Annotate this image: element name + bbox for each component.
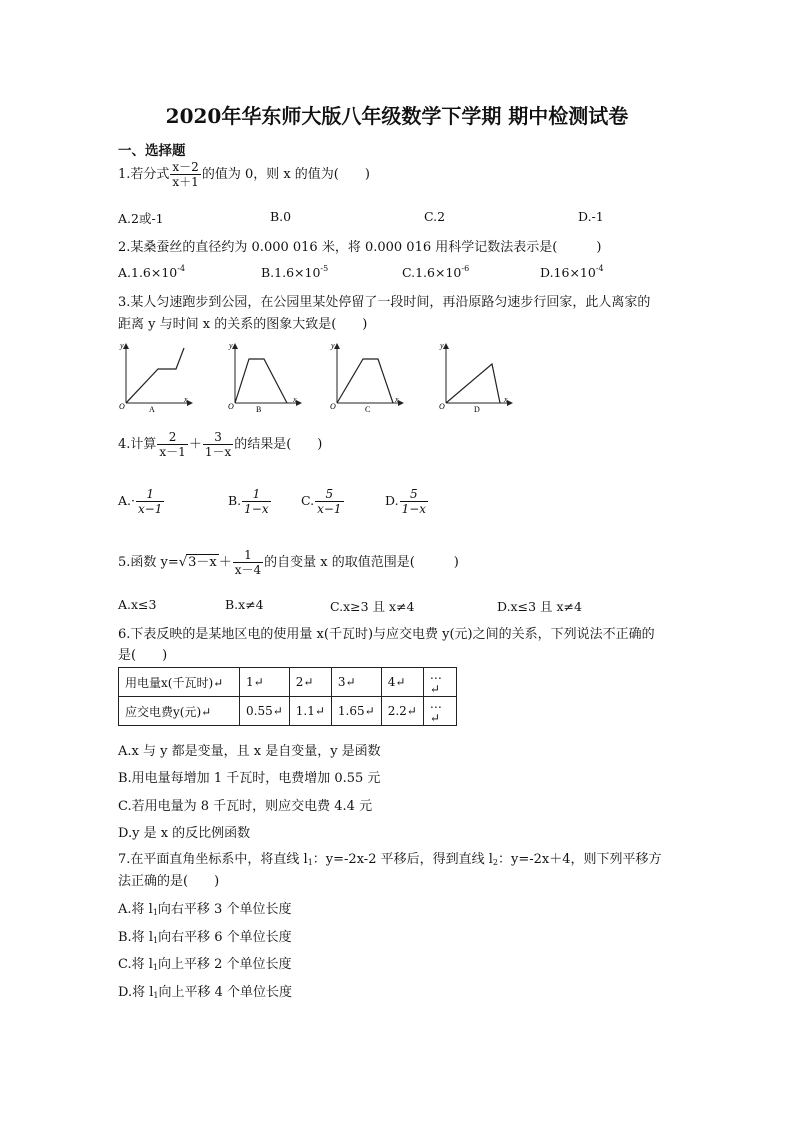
q1-fraction <box>170 160 200 189</box>
table-cell: 1↵ <box>240 668 290 697</box>
q7-option-d: D.将 $l_1$向上平移 4 个单位长度 <box>118 985 293 1000</box>
table-cell: 0.55↵ <box>240 697 290 726</box>
question-6-line2: 是( ) <box>118 648 168 663</box>
graph-d-origin: O <box>439 402 445 411</box>
q3-graphs <box>112 338 522 418</box>
table-cell: …↵ <box>423 668 456 697</box>
q4-fraction-1: $\frac{2}{x-1}$ <box>159 430 186 459</box>
graph-d-x-label: x <box>504 395 508 404</box>
question-4-stem: 4.计算 $\frac{2}{x-1}$ ＋ $\frac{3}{1-x}$ 的结果是( ) <box>118 430 323 459</box>
q1-numerator: x－2 <box>172 160 199 174</box>
q6-option-b: B.用电量每增加 1 千瓦时，电费增加 0.55 元 <box>118 771 381 786</box>
q6-option-a: A.x 与 y 都是变量，且 x 是自变量，y 是函数 <box>118 744 381 759</box>
graph-a-x-label: x <box>184 395 188 404</box>
q5-option-c: C.x≥3 且 x≠4 <box>330 599 415 614</box>
q4-option-d: D. $\frac{5}{1-x}$ <box>385 487 427 516</box>
q7-option-c: C.将 $l_1$向上平移 2 个单位长度 <box>118 957 292 972</box>
graph-a-label: A <box>149 405 155 414</box>
q4-option-b: B. $\frac{1}{1-x}$ <box>228 487 269 516</box>
q4-fraction-2: $\frac{3}{1-x}$ <box>204 430 232 459</box>
graph-c-origin: O <box>330 402 336 411</box>
table-cell: …↵ <box>423 697 456 726</box>
graph-d <box>439 341 510 414</box>
section-heading: 一、选择题 <box>118 143 186 159</box>
q1-option-a: A.2或-1 <box>118 211 164 226</box>
question-2-stem: 2.某桑蚕丝的直径约为 0.000 016 米，将 0.000 016 用科学记数法表示是( ) <box>118 240 602 255</box>
q5-option-d: D.x≤3 且 x≠4 <box>497 599 582 614</box>
graph-b-label: B <box>256 405 262 414</box>
table-cell: 应交电费y(元)↵ <box>119 697 240 726</box>
table-cell: 3↵ <box>331 668 381 697</box>
q1-option-d: D.-1 <box>578 209 604 224</box>
table-cell: 1.1↵ <box>289 697 331 726</box>
table-cell: 2.2↵ <box>381 697 423 726</box>
graph-a-origin: O <box>119 402 125 411</box>
question-7-line1: 7.在平面直角坐标系中，将直线 $l_1$：y=-2x-2 平移后，得到直线 $l_2$：y=-2x＋4，则下列平移方 <box>118 852 662 867</box>
graph-b-x-label: x <box>293 395 297 404</box>
q5-radical: 3－x <box>188 555 217 570</box>
page-title: 2020年华东师大版八年级数学下学期 期中检测试卷 <box>165 104 629 128</box>
question-7-line2: 法正确的是( ) <box>118 874 220 889</box>
q6-table <box>118 667 457 726</box>
graph-c <box>330 341 401 414</box>
q5-option-b: B.x≠4 <box>225 597 264 612</box>
graph-b-origin: O <box>228 402 234 411</box>
q2-option-c: $C.1.6\times 10^{-6}$ <box>402 264 470 280</box>
q2-option-a: $A.1.6\times 10^{-4}$ <box>118 264 186 280</box>
table-cell: 1.65↵ <box>331 697 381 726</box>
graph-c-x-label: x <box>395 395 399 404</box>
q5-option-a: A.x≤3 <box>118 597 157 612</box>
graph-a-y-label: y <box>120 341 124 350</box>
q6-option-c: C.若用电量为 8 千瓦时，则应交电费 4.4 元 <box>118 799 373 814</box>
q1-denominator: x＋1 <box>172 175 199 189</box>
graph-d-y-label: y <box>440 341 444 350</box>
graph-c-label: C <box>365 405 371 414</box>
table-cell: 2↵ <box>289 668 331 697</box>
q4-option-a: A.· $\frac{1}{x-1}$ <box>118 487 163 516</box>
question-5-stem: 5.函数 y=√3－x ＋ $\frac{1}{x-4}$ 的自变量 x 的取值范围是( ) <box>118 548 459 577</box>
graph-b <box>228 341 299 414</box>
q2-option-d: $D.16\times 10^{-4}$ <box>540 264 604 280</box>
table-cell: 4↵ <box>381 668 423 697</box>
q2-option-b: $B.1.6\times 10^{-5}$ <box>261 264 329 280</box>
graph-a <box>119 341 190 414</box>
table-row <box>119 668 457 697</box>
q1-suffix: 的值为 0，则 x 的值为( ) <box>201 167 370 182</box>
q4-option-c: C. $\frac{5}{x-1}$ <box>301 487 342 516</box>
question-1-stem <box>118 160 370 189</box>
graph-b-y-label: y <box>229 341 233 350</box>
graph-c-y-label: y <box>331 341 335 350</box>
question-6-line1: 6.下表反映的是某地区电的使用量 x(千瓦时)与应交电费 y(元)之间的关系，下列说法不正确的 <box>118 627 655 642</box>
question-3-line2: 距离 y 与时间 x 的关系的图象大致是( ) <box>118 317 368 332</box>
q7-option-a: A.将 $l_1$向右平移 3 个单位长度 <box>118 902 292 917</box>
table-row <box>119 697 457 726</box>
q6-option-d: D.y 是 x 的反比例函数 <box>118 826 251 841</box>
q1-option-c: C.2 <box>424 209 446 224</box>
q7-option-b: B.将 $l_1$向右平移 6 个单位长度 <box>118 930 292 945</box>
q5-fraction: $\frac{1}{x-4}$ <box>234 548 262 577</box>
graph-d-label: D <box>474 405 480 414</box>
q1-option-b: B.0 <box>270 209 292 224</box>
question-3-line1: 3.某人匀速跑步到公园，在公园里某处停留了一段时间，再沿原路匀速步行回家，此人离家的 <box>118 295 651 310</box>
q1-prefix: 1.若分式 <box>118 167 170 182</box>
table-cell: 用电量x(千瓦时)↵ <box>119 668 240 697</box>
